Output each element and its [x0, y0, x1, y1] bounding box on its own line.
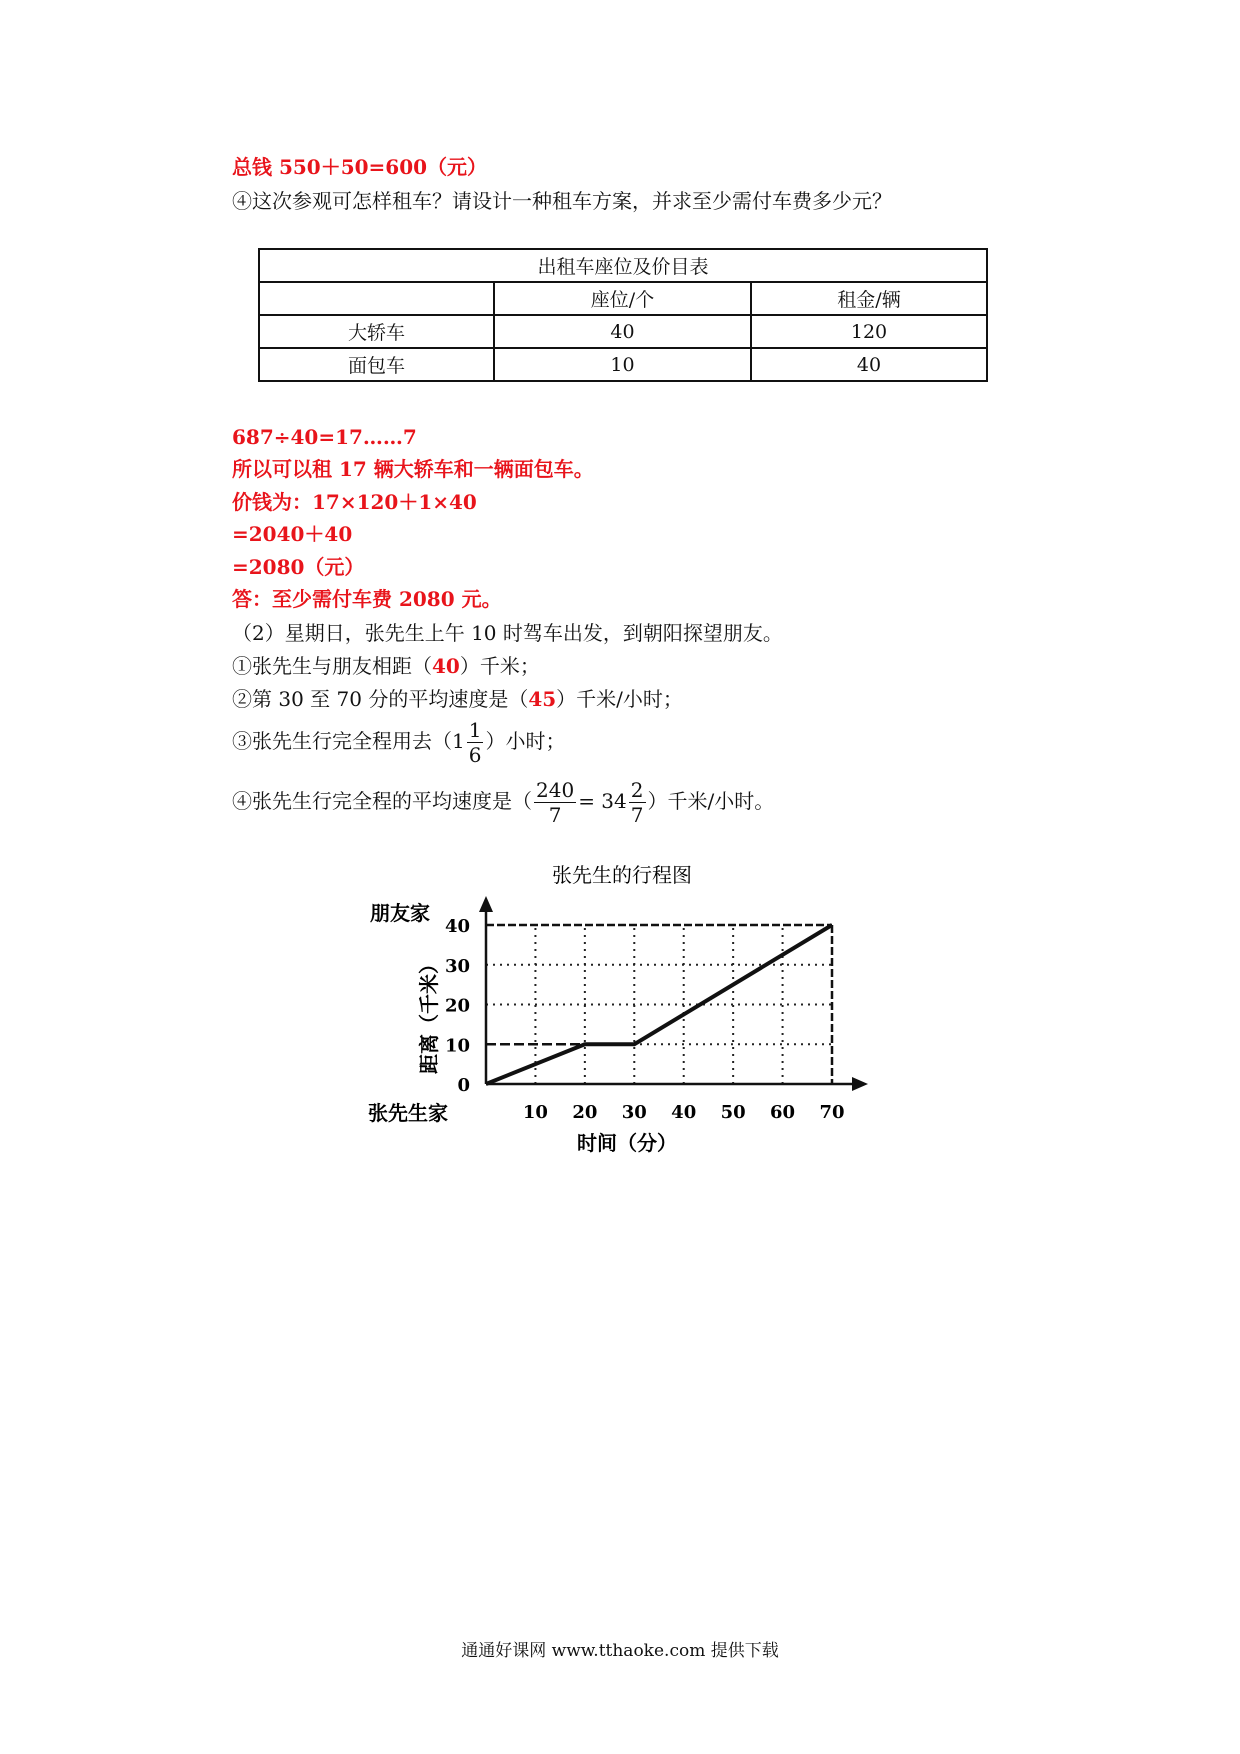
x-axis-arrow-icon: [852, 1077, 868, 1091]
q3-whole: 1: [452, 729, 465, 753]
part2-intro: （2）星期日，张先生上午 10 时驾车出发，到朝阳探望朋友。: [232, 621, 783, 645]
part2-q4: [232, 776, 774, 827]
plot-area: [445, 896, 868, 1123]
q2-text-end: ）千米/小时；: [556, 687, 683, 711]
part2-q1: [232, 653, 540, 679]
fraction-numerator: 2: [630, 778, 644, 802]
q2-text: ②第 30 至 70 分的平均速度是（: [232, 687, 529, 711]
q4-fraction-2: [629, 778, 646, 827]
table-cell: 面包车: [259, 348, 494, 381]
part2-q2: [232, 686, 683, 712]
footer: 通通好课网 www.tthaoke.com 提供下载: [461, 1641, 779, 1661]
total-money-answer: 总钱 550＋50=600（元）: [232, 155, 488, 179]
table-cell: 120: [751, 315, 987, 348]
solution-line: =2080（元）: [232, 555, 365, 579]
solution-line: 价钱为：17×120＋1×40: [232, 490, 477, 514]
solution-line: 687÷40=17……7: [232, 425, 417, 449]
table-header-row: [259, 282, 987, 315]
fraction-denominator: 7: [548, 803, 562, 827]
q1-text: ①张先生与朋友相距（: [232, 654, 432, 678]
fraction-denominator: 6: [468, 743, 482, 767]
question-4: ④这次参观可怎样租车？请设计一种租车方案，并求至少需付车费多少元？: [232, 189, 892, 213]
fraction-denominator: 7: [630, 803, 644, 827]
q3-text-end: ）小时；: [485, 729, 566, 753]
x-tick-label: 10: [522, 1102, 548, 1123]
q1-text-end: ）千米；: [459, 654, 540, 678]
top-label: 朋友家: [370, 901, 430, 925]
solution-line: 所以可以租 17 辆大轿车和一辆面包车。: [232, 457, 594, 481]
q4-equals: = 34: [578, 789, 627, 813]
solution-line: =2040＋40: [232, 522, 353, 546]
table-title: 出租车座位及价目表: [259, 249, 987, 282]
final-answer: 答：至少需付车费 2080 元。: [232, 587, 502, 611]
q3-fraction: [467, 718, 484, 767]
q2-answer: 45: [528, 687, 557, 711]
x-tick-label: 50: [720, 1102, 746, 1123]
q1-answer: 40: [432, 654, 460, 678]
x-tick-label: 30: [621, 1102, 647, 1123]
x-tick-label: 40: [671, 1102, 697, 1123]
y-tick-label: 20: [444, 995, 470, 1017]
y-axis-arrow-icon: [479, 896, 493, 912]
y-tick-label: 10: [444, 1035, 470, 1057]
origin-label: 张先生家: [368, 1101, 448, 1125]
y-tick-label: 0: [457, 1075, 470, 1096]
q4-text: ④张先生行完全程的平均速度是（: [232, 789, 532, 813]
q4-fraction: [534, 778, 576, 827]
table-cell: 大轿车: [259, 315, 494, 348]
table-header-cell: [259, 282, 494, 315]
table-cell: 40: [751, 348, 987, 381]
q3-text: ③张先生行完全程用去（: [232, 729, 452, 753]
x-axis-label: 时间（分）: [577, 1131, 677, 1155]
table-row: [259, 348, 987, 381]
table-cell: 10: [494, 348, 751, 381]
y-axis-label: 距离（千米）: [417, 954, 441, 1074]
x-tick-label: 20: [572, 1102, 598, 1123]
x-tick-label: 70: [819, 1102, 845, 1123]
table-title-row: [259, 249, 987, 282]
q4-text-end: ）千米/小时。: [647, 789, 775, 813]
chart-title: 张先生的行程图: [552, 863, 692, 887]
part2-q3: [232, 716, 565, 767]
table-header-cell: 租金/辆: [751, 282, 987, 315]
table-row: [259, 315, 987, 348]
table-header-cell: 座位/个: [494, 282, 751, 315]
series-line: [486, 925, 832, 1084]
y-tick-label: 30: [444, 955, 470, 977]
y-tick-label: 40: [444, 916, 470, 937]
fare-table: [258, 248, 988, 382]
fraction-numerator: 240: [536, 778, 575, 802]
table-cell: 40: [494, 315, 751, 348]
x-tick-label: 60: [770, 1102, 796, 1123]
fraction-numerator: 1: [468, 718, 482, 742]
